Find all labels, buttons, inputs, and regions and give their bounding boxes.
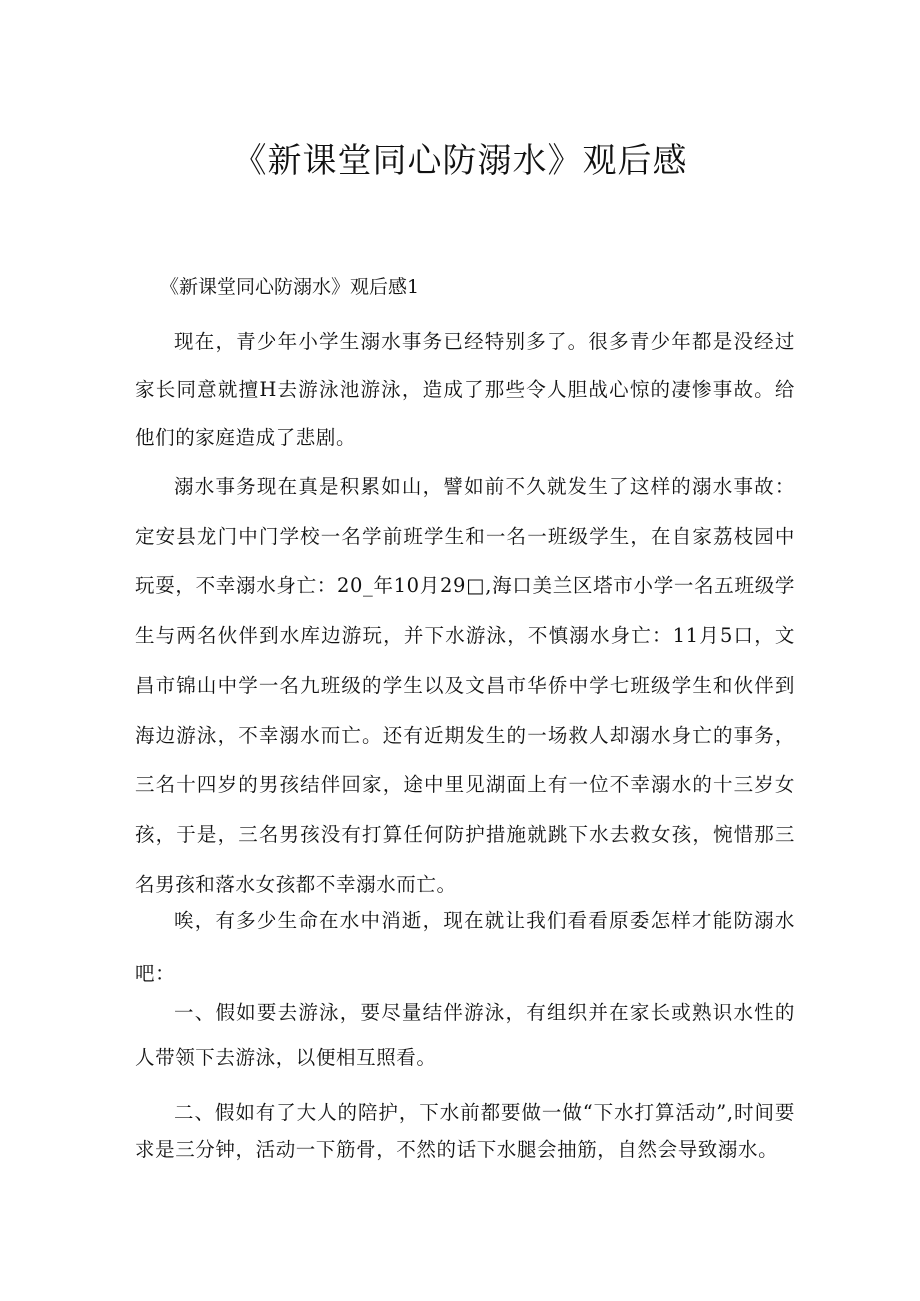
paragraph-intro: 现在，青少年小学生溺水事务已经特别多了。很多青少年都是没经过家长同意就擅H去游泳池游泳，造成了那些令人胆战心惊的凄惨事故。给他们的家庭造成了悲剧。: [135, 330, 795, 449]
paragraph-tip-2: 二、假如有了大人的陪护，下水前都要做一做“下水打算活动”,时间要求是三分钟，活动一下筋骨，不然的话下水腿会抽筋，自然会导致溺水。: [135, 1101, 795, 1161]
paragraph-tip-1: 一、假如要去游泳，要尽量结伴游泳，有组织并在家长或熟识水性的人带领下去游泳，以便相互照看。: [135, 1001, 795, 1069]
section-heading: 《新课堂同心防溺水》观后感1: [160, 276, 420, 298]
paragraph-transition: 唉，有多少生命在水中消逝，现在就让我们看看原委怎样才能防溺水吧：: [135, 909, 795, 985]
document-title: 《新课堂同心防溺水》观后感: [232, 141, 688, 181]
paragraph-incidents: 溺水事务现在真是积累如山，譬如前不久就发生了这样的溺水事故：定安县龙门中门学校一名学前班学生和一名一班级学生，在自家荔枝园中玩耍，不幸溺水身亡：20_年10月29□,海口美兰区塔市小学一名五班级学生与两名伙伴到水库边游玩，并下水游泳，不慎溺水身亡：11月5口，文昌市锦山中学一名九班级的学生以及文昌市华侨中学七班级学生和伙伴到海边游泳，不幸溺水而亡。还有近期发生的一场救人却溺水身亡的事务，三名十四岁的男孩结伴回家，途中里见湖面上有一位不幸溺水的十三岁女孩，于是，三名男孩没有打算任何防护措施就跳下水去救女孩，惋惜那三名男孩和落水女孩都不幸溺水而亡。: [135, 475, 795, 896]
